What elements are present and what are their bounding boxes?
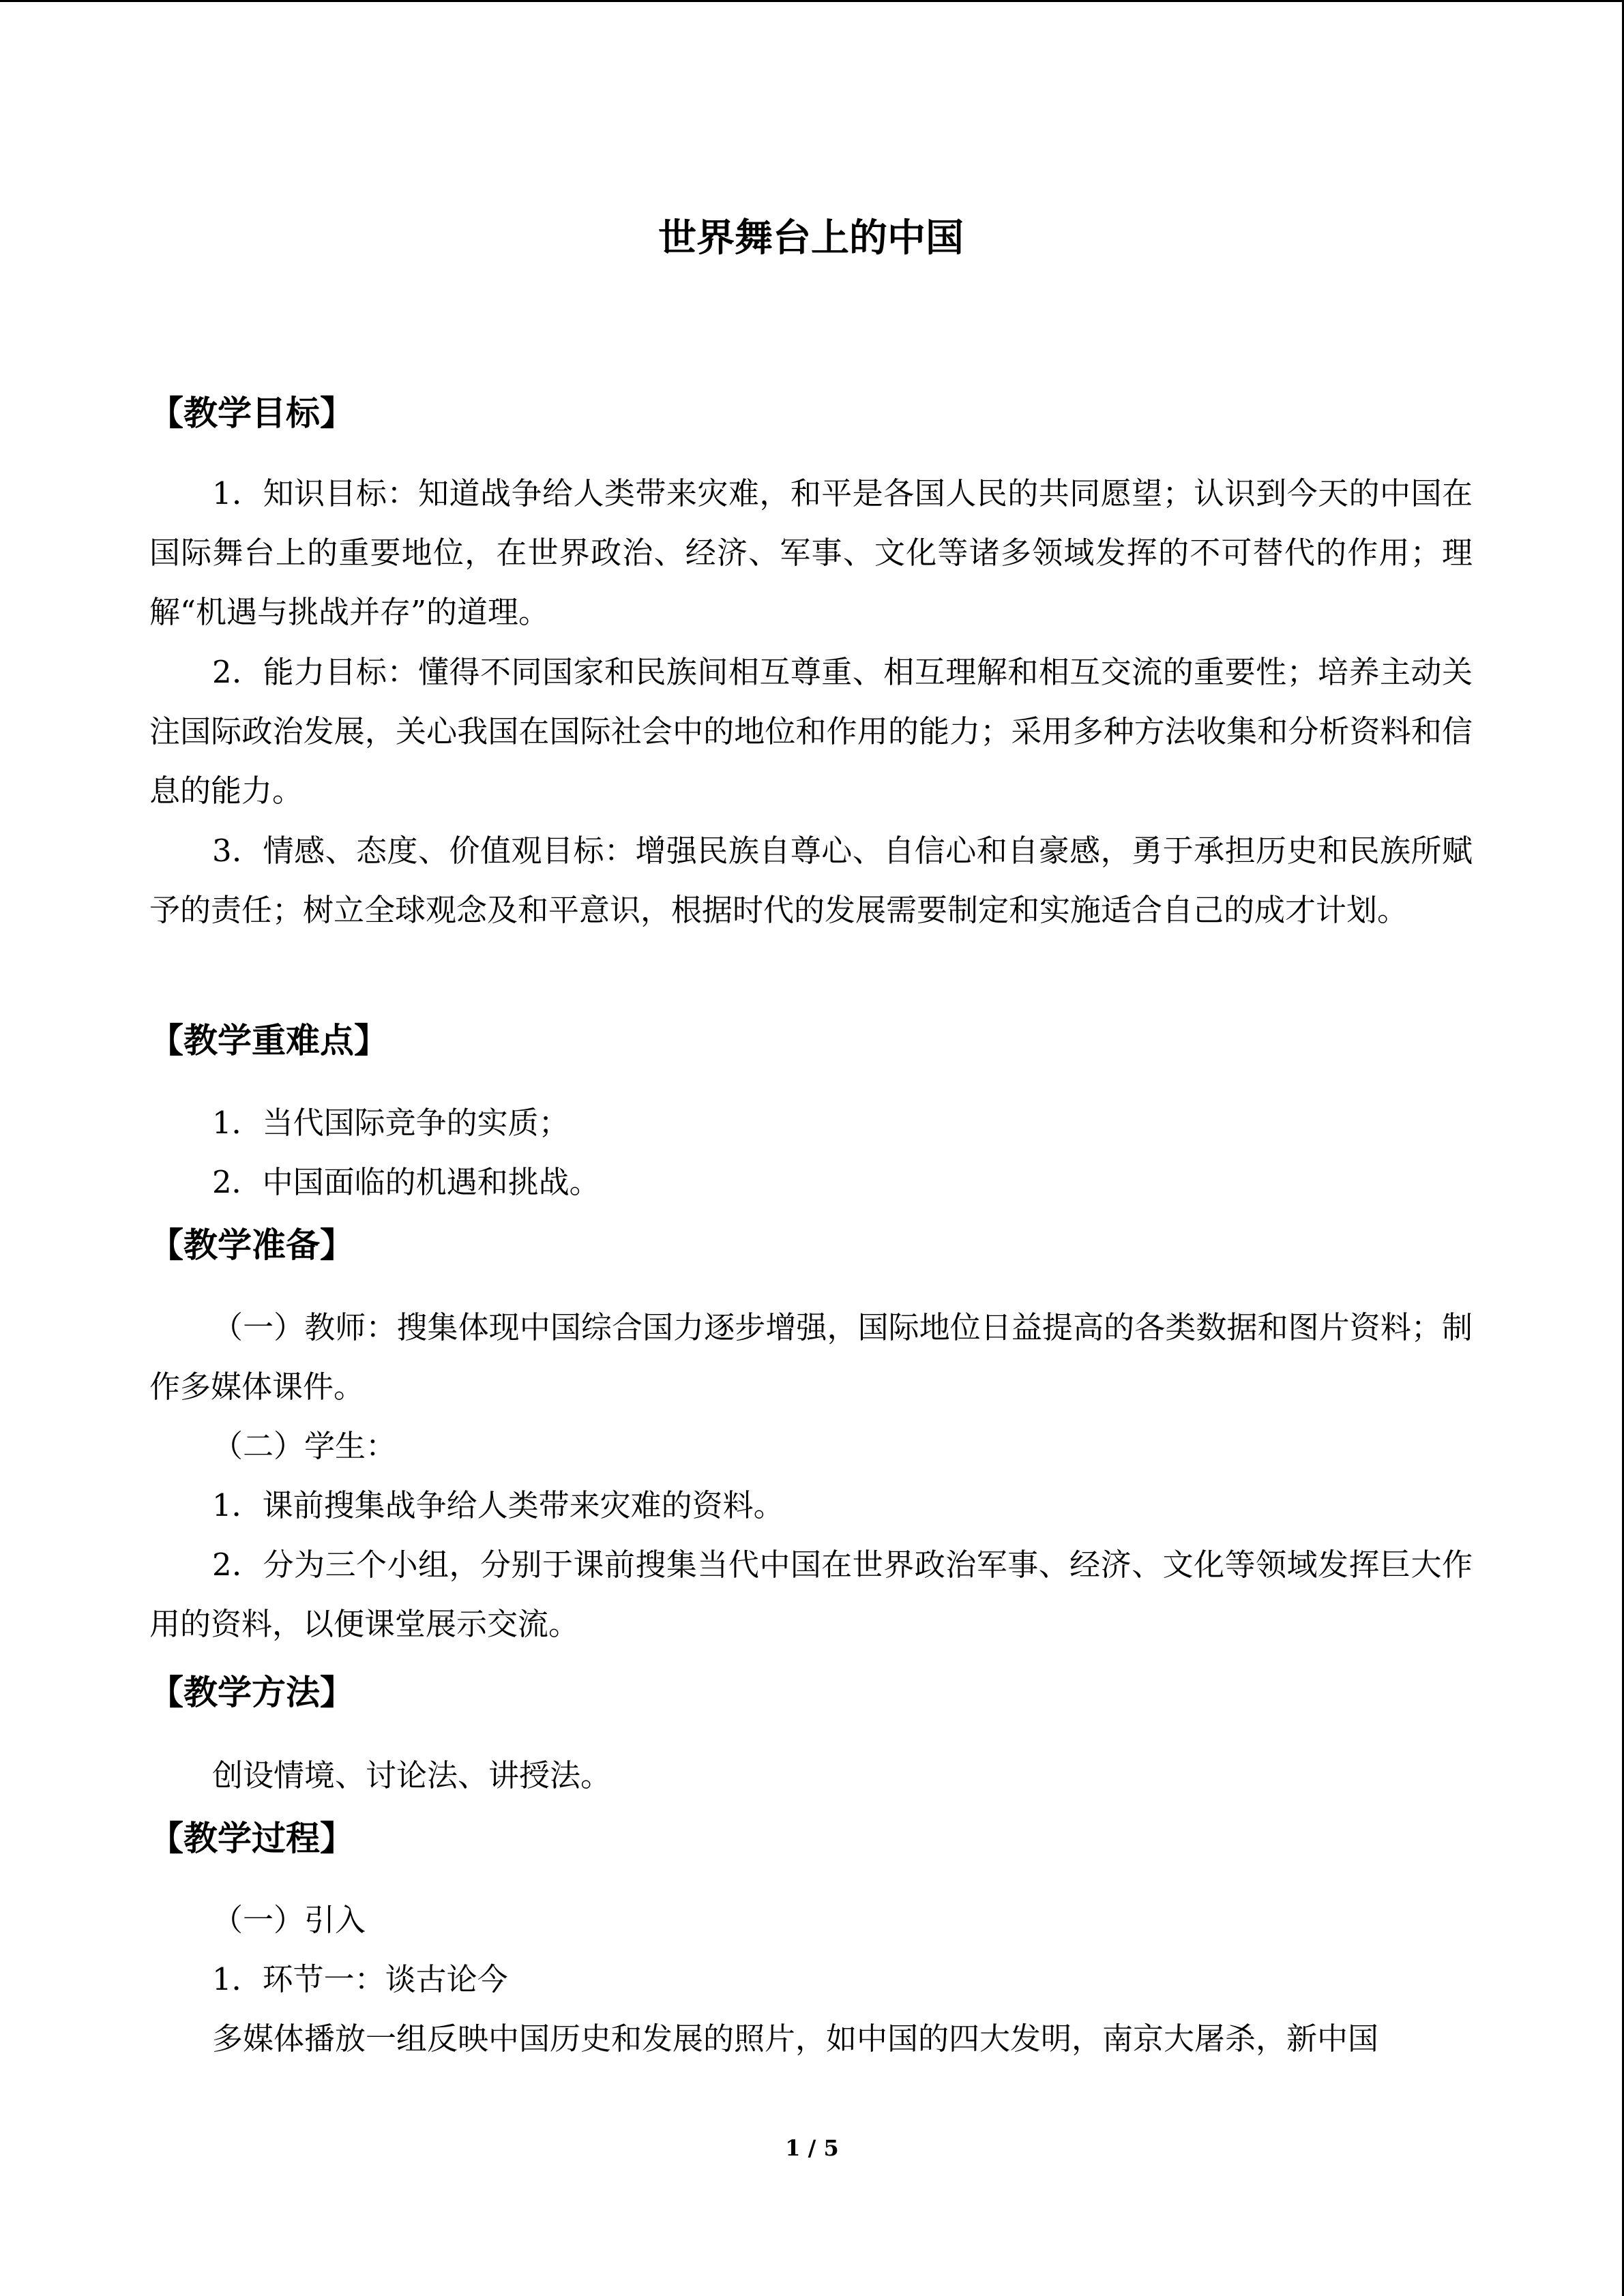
heading-key-points: 【教学重难点】 (149, 1021, 388, 1060)
preparation-student-item-2: 2．分为三个小组，分别于课前搜集当代中国在世界政治军事、经济、文化等领域发挥巨大作用的资料，以便课堂展示交流。 (149, 1547, 1473, 1642)
heading-process: 【教学过程】 (149, 1819, 354, 1858)
heading-methods: 【教学方法】 (149, 1673, 354, 1712)
heading-objectives: 【教学目标】 (149, 393, 354, 433)
methods-text: 创设情境、讨论法、讲授法。 (212, 1757, 612, 1793)
key-point-1: 1．当代国际竞争的实质； (212, 1105, 570, 1141)
heading-preparation: 【教学准备】 (149, 1225, 354, 1265)
page-title: 世界舞台上的中国 (658, 216, 964, 260)
preparation-student-item-1: 1．课前搜集战争给人类带来灾难的资料。 (212, 1487, 784, 1523)
process-intro: （一）引入 (212, 1902, 366, 1938)
process-step-1-text: 多媒体播放一组反映中国历史和发展的照片，如中国的四大发明，南京大屠杀，新中国 (212, 2021, 1379, 2057)
objective-emotion: 3．情感、态度、价值观目标：增强民族自尊心、自信心和自豪感，勇于承担历史和民族所赋予的责任；树立全球观念及和平意识，根据时代的发展需要制定和实施适合自己的成才计划。 (149, 833, 1473, 928)
top-border (0, 0, 1624, 2)
objective-knowledge: 1．知识目标：知道战争给人类带来灾难，和平是各国人民的共同愿望；认识到今天的中国在国际舞台上的重要地位，在世界政治、经济、军事、文化等诸多领域发挥的不可替代的作用；理解“机遇与挑战并存”的道理。 (149, 475, 1473, 630)
page-number: 1 / 5 (785, 2135, 839, 2161)
preparation-student-label: （二）学生： (212, 1428, 397, 1464)
preparation-teacher: （一）教师：搜集体现中国综合国力逐步增强，国际地位日益提高的各类数据和图片资料；制作多媒体课件。 (149, 1309, 1473, 1405)
objective-ability: 2．能力目标：懂得不同国家和民族间相互尊重、相互理解和相互交流的重要性；培养主动关注国际政治发展，关心我国在国际社会中的地位和作用的能力；采用多种方法收集和分析资料和信息的能力。 (149, 654, 1473, 809)
process-step-1: 1．环节一：谈古论今 (212, 1961, 508, 1997)
key-point-2: 2．中国面临的机遇和挑战。 (212, 1164, 600, 1200)
